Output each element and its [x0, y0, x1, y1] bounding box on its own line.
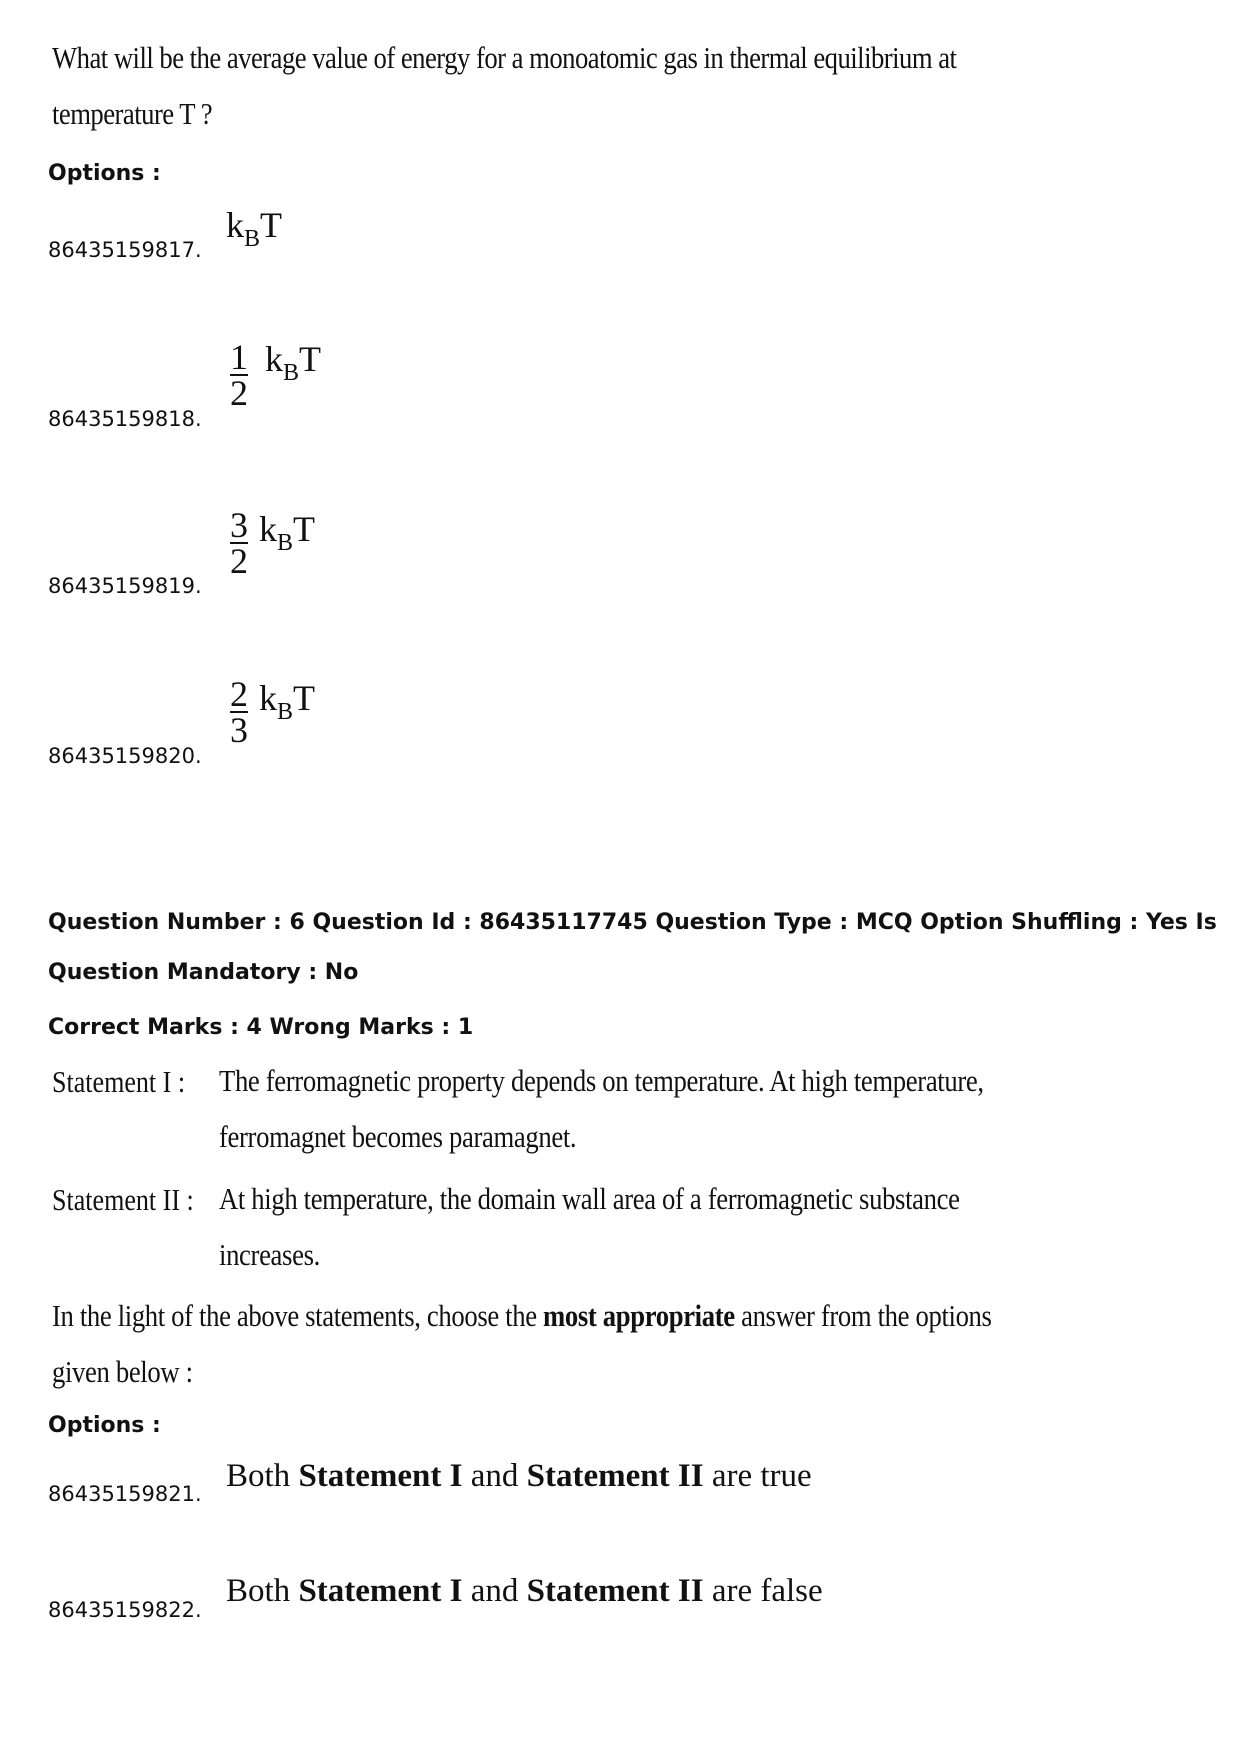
option-id: 86435159821. [48, 1482, 202, 1506]
option-formula[interactable]: $\frac{2}{3}$ $k_BT$ [230, 674, 316, 750]
fraction: $\frac{2}{3}$ [230, 674, 248, 750]
fraction: $\frac{1}{2}$ [230, 337, 248, 413]
option-formula[interactable]: $\frac{1}{2}$ $k_BT$ [230, 337, 322, 413]
option-formula[interactable]: $\frac{3}{2}$ $k_BT$ [230, 505, 316, 581]
option-text[interactable]: Both Statement I and Statement II are true [226, 1458, 812, 1494]
statement1-label: Statement I : [52, 1064, 186, 1099]
statement2-line2: increases. [219, 1237, 320, 1272]
statement1-line2: ferromagnet becomes paramagnet. [219, 1119, 577, 1154]
option-id: 86435159817. [48, 238, 202, 262]
fraction: $\frac{3}{2}$ [230, 505, 248, 581]
instruction-line1: In the light of the above statements, choose the most appropriate answer from the options [52, 1298, 992, 1333]
option-id: 86435159818. [48, 407, 202, 431]
option-id: 86435159820. [48, 744, 202, 768]
option-id: 86435159819. [48, 574, 202, 598]
instruction-line2: given below : [52, 1354, 193, 1389]
option-formula[interactable]: $k_BT$ [226, 205, 283, 252]
question-text-line2: temperature T ? [52, 96, 213, 131]
statement2-label: Statement II : [52, 1182, 194, 1217]
question-meta-line1: Question Number : 6 Question Id : 86435117745 Question Type : MCQ Option Shuffling : Yes Is [48, 910, 1217, 935]
statement1-line1: The ferromagnetic property depends on temperature. At high temperature, [219, 1063, 984, 1098]
option-text[interactable]: Both Statement I and Statement II are false [226, 1573, 823, 1609]
options-label: Options : [48, 161, 161, 186]
statement2-line1: At high temperature, the domain wall area of a ferromagnetic substance [219, 1181, 960, 1216]
marks-line: Correct Marks : 4 Wrong Marks : 1 [48, 1015, 474, 1040]
question-text-line1: What will be the average value of energy for a monoatomic gas in thermal equilibrium at [52, 40, 957, 75]
question-meta-line2: Question Mandatory : No [48, 960, 359, 985]
option-id: 86435159822. [48, 1598, 202, 1622]
options-label: Options : [48, 1413, 161, 1438]
